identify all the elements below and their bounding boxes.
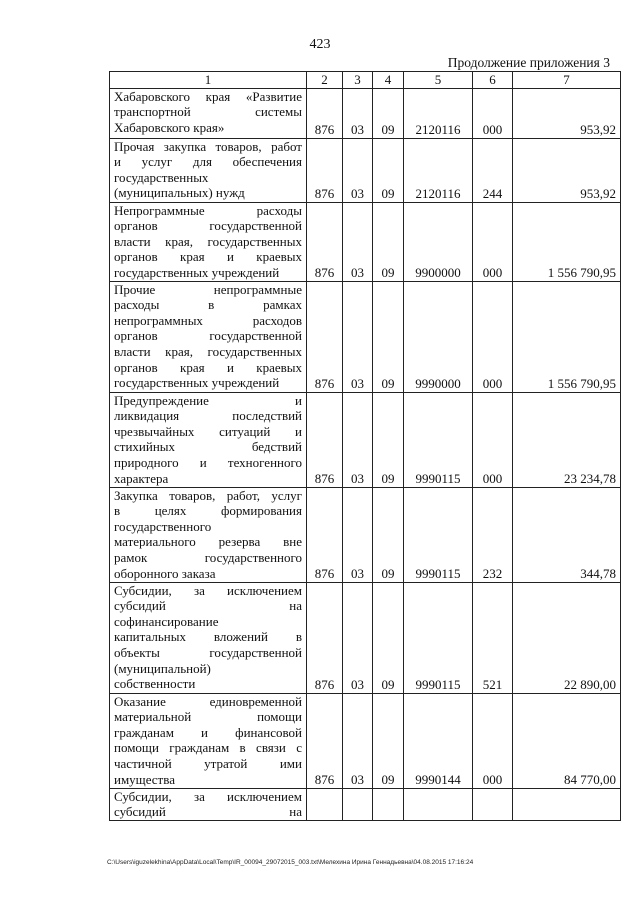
subsection-code-cell: 09: [373, 202, 404, 281]
expense-name-line: Прочая закупка товаров, работ: [114, 138, 302, 154]
section-code-cell: 03: [343, 693, 373, 788]
target-item-cell: 2120116: [404, 88, 473, 138]
table-row: [110, 88, 621, 138]
amount-cell: 344,78: [513, 487, 621, 582]
expense-name-line: государственных учреждений: [114, 375, 280, 391]
subsection-code-cell: 09: [373, 487, 404, 582]
expense-type-cell: 521: [473, 582, 513, 693]
section-code-cell: 03: [343, 392, 373, 487]
col-header: 2: [307, 72, 343, 89]
col-header: 3: [343, 72, 373, 89]
target-item-cell: [404, 788, 473, 820]
amount-cell: 23 234,78: [513, 392, 621, 487]
expense-name-line: оборонного заказа: [114, 565, 216, 581]
subsection-code-cell: 09: [373, 88, 404, 138]
amount-cell: 953,92: [513, 88, 621, 138]
section-code-cell: 03: [343, 138, 373, 202]
expense-name-line: государственных учреждений: [114, 264, 280, 280]
expense-name-line: (муниципальной): [114, 660, 211, 676]
expense-name-line: Предупреждение и: [114, 392, 302, 408]
table-row: [110, 788, 621, 820]
ministry-code-cell: 876: [307, 281, 343, 392]
expense-name-line: власти края, государственных: [114, 343, 302, 359]
ministry-code-cell: [307, 788, 343, 820]
expense-name-line: стихийных бедствий: [114, 439, 302, 455]
expense-type-cell: 000: [473, 693, 513, 788]
table-row: [110, 281, 621, 392]
subsection-code-cell: 09: [373, 693, 404, 788]
section-code-cell: 03: [343, 88, 373, 138]
amount-cell: [513, 788, 621, 820]
expense-type-cell: 000: [473, 202, 513, 281]
table-row: [110, 392, 621, 487]
page-number: 423: [309, 37, 331, 52]
expense-name-line: объекты государственной: [114, 644, 302, 660]
expense-name-line: Оказание единовременной: [114, 693, 302, 709]
col-header: 7: [513, 72, 621, 89]
expense-type-cell: 000: [473, 88, 513, 138]
expense-type-cell: 000: [473, 281, 513, 392]
expense-name-line: рамок государственного: [114, 549, 302, 565]
section-code-cell: 03: [343, 281, 373, 392]
col-header: 5: [404, 72, 473, 89]
expense-name-line: транспортной системы: [114, 104, 302, 120]
expense-name-cell: [110, 138, 307, 202]
expense-name-line: непрограммных расходов: [114, 312, 302, 328]
expense-name-line: материальной помощи: [114, 709, 302, 725]
expense-name-cell: [110, 281, 307, 392]
col-header: 1: [110, 72, 307, 89]
continuation-note: Продолжение приложения 3: [447, 55, 610, 70]
subsection-code-cell: 09: [373, 392, 404, 487]
expense-name-line: характера: [114, 470, 169, 486]
subsection-code-cell: [373, 788, 404, 820]
expense-name-line: субсидий на: [114, 804, 302, 820]
expense-name-line: помощи гражданам в связи с: [114, 740, 302, 756]
expense-name-line: субсидий на: [114, 598, 302, 614]
expense-name-line: Субсидии, за исключением: [114, 582, 302, 598]
ministry-code-cell: 876: [307, 138, 343, 202]
ministry-code-cell: 876: [307, 88, 343, 138]
expense-name-line: чрезвычайных ситуаций и: [114, 423, 302, 439]
section-code-cell: 03: [343, 487, 373, 582]
col-header: 6: [473, 72, 513, 89]
expense-name-line: Непрограммные расходы: [114, 202, 302, 218]
ministry-code-cell: 876: [307, 487, 343, 582]
target-item-cell: 9990115: [404, 487, 473, 582]
expense-name-line: и услуг для обеспечения: [114, 154, 302, 170]
expense-name-line: органов государственной: [114, 328, 302, 344]
header-row: [110, 72, 621, 89]
expense-name-cell: [110, 788, 307, 820]
expense-name-line: софинансирование: [114, 613, 219, 629]
amount-cell: 953,92: [513, 138, 621, 202]
target-item-cell: 9990115: [404, 392, 473, 487]
expense-type-cell: 000: [473, 392, 513, 487]
expense-name-line: (муниципальных) нужд: [114, 185, 245, 201]
subsection-code-cell: 09: [373, 582, 404, 693]
expense-name-line: Прочие непрограммные: [114, 281, 302, 297]
expense-name-cell: [110, 392, 307, 487]
table-row: [110, 202, 621, 281]
ministry-code-cell: 876: [307, 582, 343, 693]
amount-cell: 1 556 790,95: [513, 202, 621, 281]
table-row: [110, 487, 621, 582]
subsection-code-cell: 09: [373, 138, 404, 202]
expense-name-line: ликвидация последствий: [114, 408, 302, 424]
expense-type-cell: [473, 788, 513, 820]
expense-name-line: капитальных вложений в: [114, 629, 302, 645]
target-item-cell: 2120116: [404, 138, 473, 202]
expense-name-line: частичной утратой ими: [114, 755, 302, 771]
table-row: [110, 693, 621, 788]
expense-type-cell: 232: [473, 487, 513, 582]
expense-name-line: Закупка товаров, работ, услуг: [114, 487, 302, 503]
expense-name-line: в целях формирования: [114, 503, 302, 519]
table-row: [110, 582, 621, 693]
expense-name-line: расходы в рамках: [114, 297, 302, 313]
ministry-code-cell: 876: [307, 693, 343, 788]
table-row: [110, 138, 621, 202]
expense-name-line: Хабаровского края»: [114, 119, 225, 135]
expense-name-cell: [110, 202, 307, 281]
ministry-code-cell: 876: [307, 392, 343, 487]
ministry-code-cell: 876: [307, 202, 343, 281]
file-path-footer: C:\Users\iguzelekhina\AppData\Local\Temp\IR_00094_29072015_003.txt\Мелехина Ирина Геннадьевна\04.08.2015 17:16:24: [107, 859, 474, 866]
expense-name-cell: [110, 88, 307, 138]
expense-type-cell: 244: [473, 138, 513, 202]
subsection-code-cell: 09: [373, 281, 404, 392]
col-header: 4: [373, 72, 404, 89]
expense-name-cell: [110, 582, 307, 693]
target-item-cell: 9990000: [404, 281, 473, 392]
section-code-cell: [343, 788, 373, 820]
amount-cell: 84 770,00: [513, 693, 621, 788]
amount-cell: 1 556 790,95: [513, 281, 621, 392]
expense-name-line: собственности: [114, 676, 196, 692]
section-code-cell: 03: [343, 582, 373, 693]
section-code-cell: 03: [343, 202, 373, 281]
expense-name-line: имущества: [114, 771, 175, 787]
expense-name-line: материального резерва вне: [114, 534, 302, 550]
expense-name-line: органов края и краевых: [114, 359, 302, 375]
amount-cell: 22 890,00: [513, 582, 621, 693]
expense-name-cell: [110, 693, 307, 788]
expense-name-line: органов края и краевых: [114, 249, 302, 265]
target-item-cell: 9990115: [404, 582, 473, 693]
target-item-cell: 9990144: [404, 693, 473, 788]
expense-name-line: государственных: [114, 169, 209, 185]
expense-name-line: государственного: [114, 518, 212, 534]
expense-name-line: гражданам и финансовой: [114, 724, 302, 740]
target-item-cell: 9900000: [404, 202, 473, 281]
expense-name-line: органов государственной: [114, 218, 302, 234]
expense-name-line: Хабаровского края «Развитие: [114, 88, 302, 104]
expense-name-line: власти края, государственных: [114, 233, 302, 249]
expense-name-line: природного и техногенного: [114, 454, 302, 470]
expense-name-cell: [110, 487, 307, 582]
budget-table: [109, 71, 621, 821]
expense-name-line: Субсидии, за исключением: [114, 788, 302, 804]
